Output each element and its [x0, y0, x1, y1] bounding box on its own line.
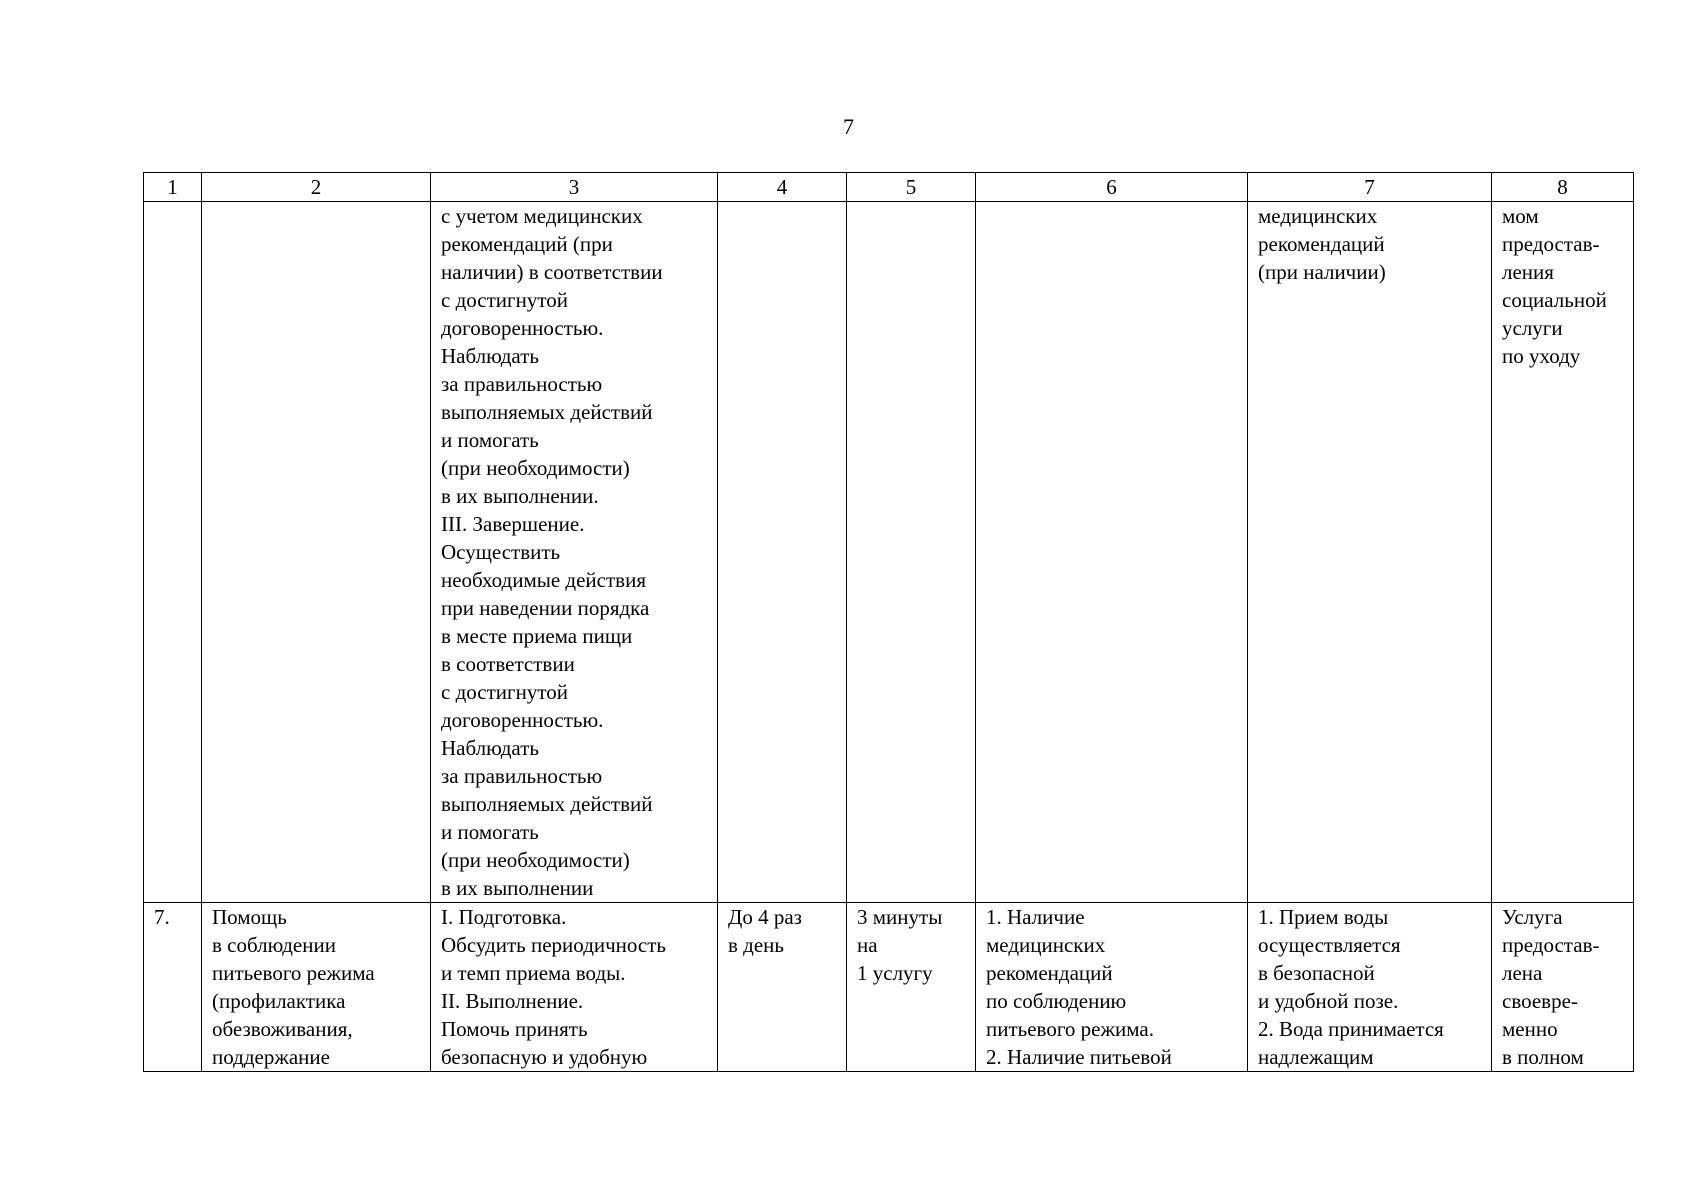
table-cell [718, 903, 847, 1072]
table-cell [976, 202, 1248, 903]
column-header-6: 6 [976, 173, 1248, 202]
cell-text: 1. Наличие медицинских рекомендаций по соблюдению питьевого режима. 2. Наличие питьевой [986, 905, 1172, 1069]
table-cell [202, 903, 431, 1072]
table-cell [1248, 903, 1492, 1072]
cell-text: 7. [154, 905, 170, 929]
column-header-4: 4 [718, 173, 847, 202]
column-header-7: 7 [1248, 173, 1492, 202]
cell-text: Помощь в соблюдении питьевого режима (профилактика обезвоживания, поддержание [212, 905, 375, 1069]
table-cell [847, 903, 976, 1072]
table-row [144, 903, 1634, 1072]
table-cell [1492, 903, 1634, 1072]
column-header-8: 8 [1492, 173, 1634, 202]
cell-text: мом предостав- ления социальной услуги по уходу [1502, 204, 1607, 368]
cell-text: медицинских рекомендаций (при наличии) [1258, 204, 1386, 284]
cell-text: I. Подготовка. Обсудить периодичность и темп приема воды. II. Выполнение. Помочь принять безопасную и удобную [441, 905, 667, 1069]
cell-text: 1. Прием воды осуществляется в безопасной и удобной позе. 2. Вода принимается надлежащим [1258, 905, 1444, 1069]
table-header-row [144, 173, 1634, 202]
cell-text: 3 минуты на 1 услугу [857, 905, 943, 985]
column-header-5: 5 [847, 173, 976, 202]
table-cell [431, 903, 718, 1072]
table-cell [144, 903, 202, 1072]
table-cell [144, 202, 202, 903]
cell-text: с учетом медицинских рекомендаций (при наличии) в соответствии с достигнутой договоренностью. Наблюдать за правильностью выполняемых действий и помогать (при необходимости) в их выполнении. III. Завершение. Осуществить необходимые действия при наведении порядка в месте приема пищи в соответствии с достигнутой договоренностью. Наблюдать за правильностью выполняемых действий и помогать (при необходимости) в их выполнении [441, 204, 663, 900]
table-cell [1248, 202, 1492, 903]
cell-text: Услуга предостав- лена своевре- менно в полном [1502, 905, 1600, 1069]
table-cell [718, 202, 847, 903]
table-cell [202, 202, 431, 903]
table-cell [431, 202, 718, 903]
column-header-1: 1 [144, 173, 202, 202]
table-cell [1492, 202, 1634, 903]
services-table [143, 172, 1634, 1072]
table-row [144, 202, 1634, 903]
column-header-3: 3 [431, 173, 718, 202]
table-cell [847, 202, 976, 903]
cell-text: До 4 раз в день [728, 905, 802, 957]
page-number: 7 [843, 114, 854, 139]
table-cell [976, 903, 1248, 1072]
column-header-2: 2 [202, 173, 431, 202]
